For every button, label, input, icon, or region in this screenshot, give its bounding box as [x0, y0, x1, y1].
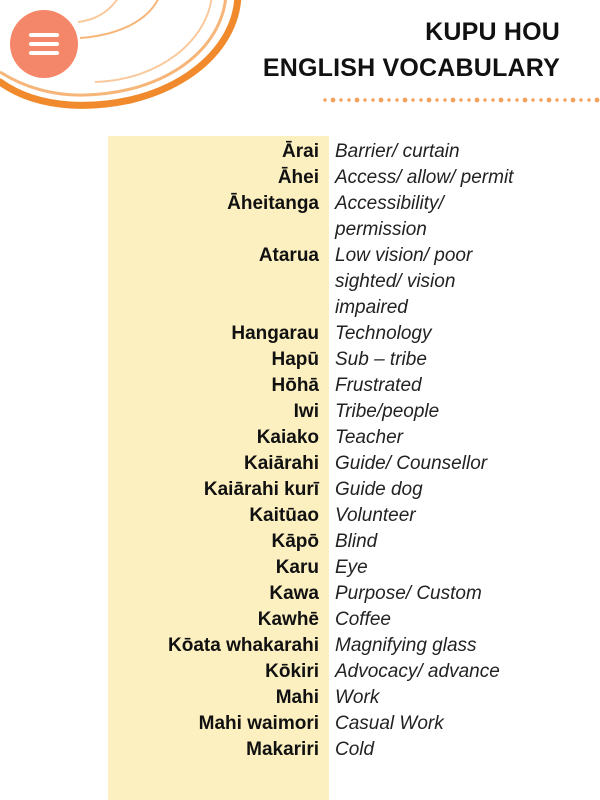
divider-dot — [555, 98, 558, 101]
vocab-row — [108, 477, 600, 503]
vocab-row — [108, 399, 600, 425]
divider-dot — [411, 98, 414, 101]
divider-dot — [571, 98, 576, 103]
vocab-row — [108, 607, 600, 633]
divider-dot — [475, 98, 480, 103]
hamburger-menu-icon — [29, 33, 59, 55]
divider-dot — [347, 98, 350, 101]
vocab-meaning: Low vision/ poor sighted/ vision impaired — [335, 245, 473, 318]
divider-dot — [491, 98, 494, 101]
page-title-line-2: ENGLISH VOCABULARY — [262, 54, 560, 82]
vocab-meaning: Tribe/people — [335, 401, 440, 422]
vocab-term: Kōata whakarahi — [168, 635, 319, 656]
vocab-meaning: Volunteer — [335, 505, 416, 526]
vocab-row — [108, 659, 600, 685]
divider-dot — [547, 98, 552, 103]
divider-dot — [379, 98, 384, 103]
vocabulary-list — [108, 136, 600, 763]
vocab-term: Kaiārahi — [244, 453, 319, 474]
vocab-term: Kawhē — [257, 609, 319, 630]
divider-dot — [323, 98, 326, 101]
page-title-line-1: KUPU HOU — [425, 18, 560, 46]
vocab-row — [108, 633, 600, 659]
vocab-row — [108, 451, 600, 477]
divider-dot — [515, 98, 518, 101]
divider-dot — [363, 98, 366, 101]
menu-button[interactable] — [10, 10, 78, 78]
vocab-row — [108, 581, 600, 607]
vocab-meaning: Guide/ Counsellor — [335, 453, 488, 474]
vocab-term: Kaitūao — [249, 505, 319, 526]
vocab-meaning: Sub – tribe — [335, 349, 427, 370]
vocab-term: Kaiārahi kurī — [203, 479, 319, 500]
vocab-row — [108, 165, 600, 191]
vocab-term: Hōhā — [271, 375, 319, 396]
vocab-term: Makariri — [246, 739, 319, 760]
divider-dot — [483, 98, 486, 101]
vocab-row — [108, 711, 600, 737]
vocab-meaning: Cold — [335, 739, 375, 760]
vocab-meaning: Magnifying glass — [335, 635, 477, 656]
vocab-row — [108, 503, 600, 529]
divider-dot — [579, 98, 582, 101]
vocab-meaning: Blind — [335, 531, 378, 552]
vocab-meaning: Work — [335, 687, 380, 708]
vocab-term: Kaiako — [256, 427, 319, 448]
divider-dot — [419, 98, 422, 101]
vocab-term: Mahi waimori — [198, 713, 319, 734]
vocab-term: Kōkiri — [265, 661, 319, 682]
vocab-meaning: Accessibility/ permission — [335, 193, 444, 240]
divider-dot — [595, 98, 600, 103]
vocab-meaning: Coffee — [335, 609, 391, 630]
divider-dot — [443, 98, 446, 101]
vocab-row — [108, 425, 600, 451]
divider-dot — [427, 98, 432, 103]
vocab-row — [108, 243, 600, 321]
vocab-meaning: Guide dog — [335, 479, 423, 500]
vocab-term: Atarua — [258, 245, 319, 266]
vocab-meaning: Access/ allow/ permit — [335, 167, 514, 188]
vocab-meaning: Eye — [335, 557, 368, 578]
divider-dot — [507, 98, 510, 101]
vocab-row — [108, 555, 600, 581]
divider-dot — [387, 98, 390, 101]
vocab-term: Karu — [275, 557, 319, 578]
divider-dot — [459, 98, 462, 101]
vocab-term: Iwi — [293, 401, 319, 422]
vocab-term: Mahi — [275, 687, 319, 708]
vocab-row — [108, 347, 600, 373]
vocab-row — [108, 139, 600, 165]
vocab-row — [108, 737, 600, 763]
divider-dot — [467, 98, 470, 101]
vocab-term: Kāpō — [271, 531, 319, 552]
vocab-row — [108, 529, 600, 555]
divider-dot — [339, 98, 342, 101]
divider-dot — [523, 98, 528, 103]
divider-dot — [499, 98, 504, 103]
vocab-row — [108, 321, 600, 347]
vocab-term: Āheitanga — [227, 193, 319, 214]
vocab-meaning: Advocacy/ advance — [335, 661, 500, 682]
divider-dot — [435, 98, 438, 101]
divider-dot — [563, 98, 566, 101]
divider-dot — [539, 98, 542, 101]
vocab-meaning: Purpose/ Custom — [335, 583, 482, 604]
divider-dot — [403, 98, 408, 103]
vocab-meaning: Frustrated — [335, 375, 422, 396]
page-title — [263, 14, 560, 86]
vocab-term: Kawa — [269, 583, 319, 604]
vocab-meaning: Barrier/ curtain — [335, 141, 460, 162]
vocab-row — [108, 685, 600, 711]
divider-dot — [587, 98, 590, 101]
vocab-term: Ārai — [282, 141, 319, 162]
divider-dot — [451, 98, 456, 103]
divider-dot — [395, 98, 398, 101]
vocab-term: Hangarau — [231, 323, 319, 344]
vocab-meaning: Technology — [335, 323, 432, 344]
divider-dot — [371, 98, 374, 101]
vocab-meaning: Casual Work — [335, 713, 444, 734]
vocab-row — [108, 191, 600, 243]
divider-dot — [331, 98, 336, 103]
vocab-meaning: Teacher — [335, 427, 403, 448]
divider-dot — [531, 98, 534, 101]
divider-dot — [355, 98, 360, 103]
vocab-row — [108, 373, 600, 399]
vocab-term: Āhei — [277, 167, 319, 188]
dotted-divider — [322, 97, 600, 103]
vocab-term: Hapū — [271, 349, 319, 370]
